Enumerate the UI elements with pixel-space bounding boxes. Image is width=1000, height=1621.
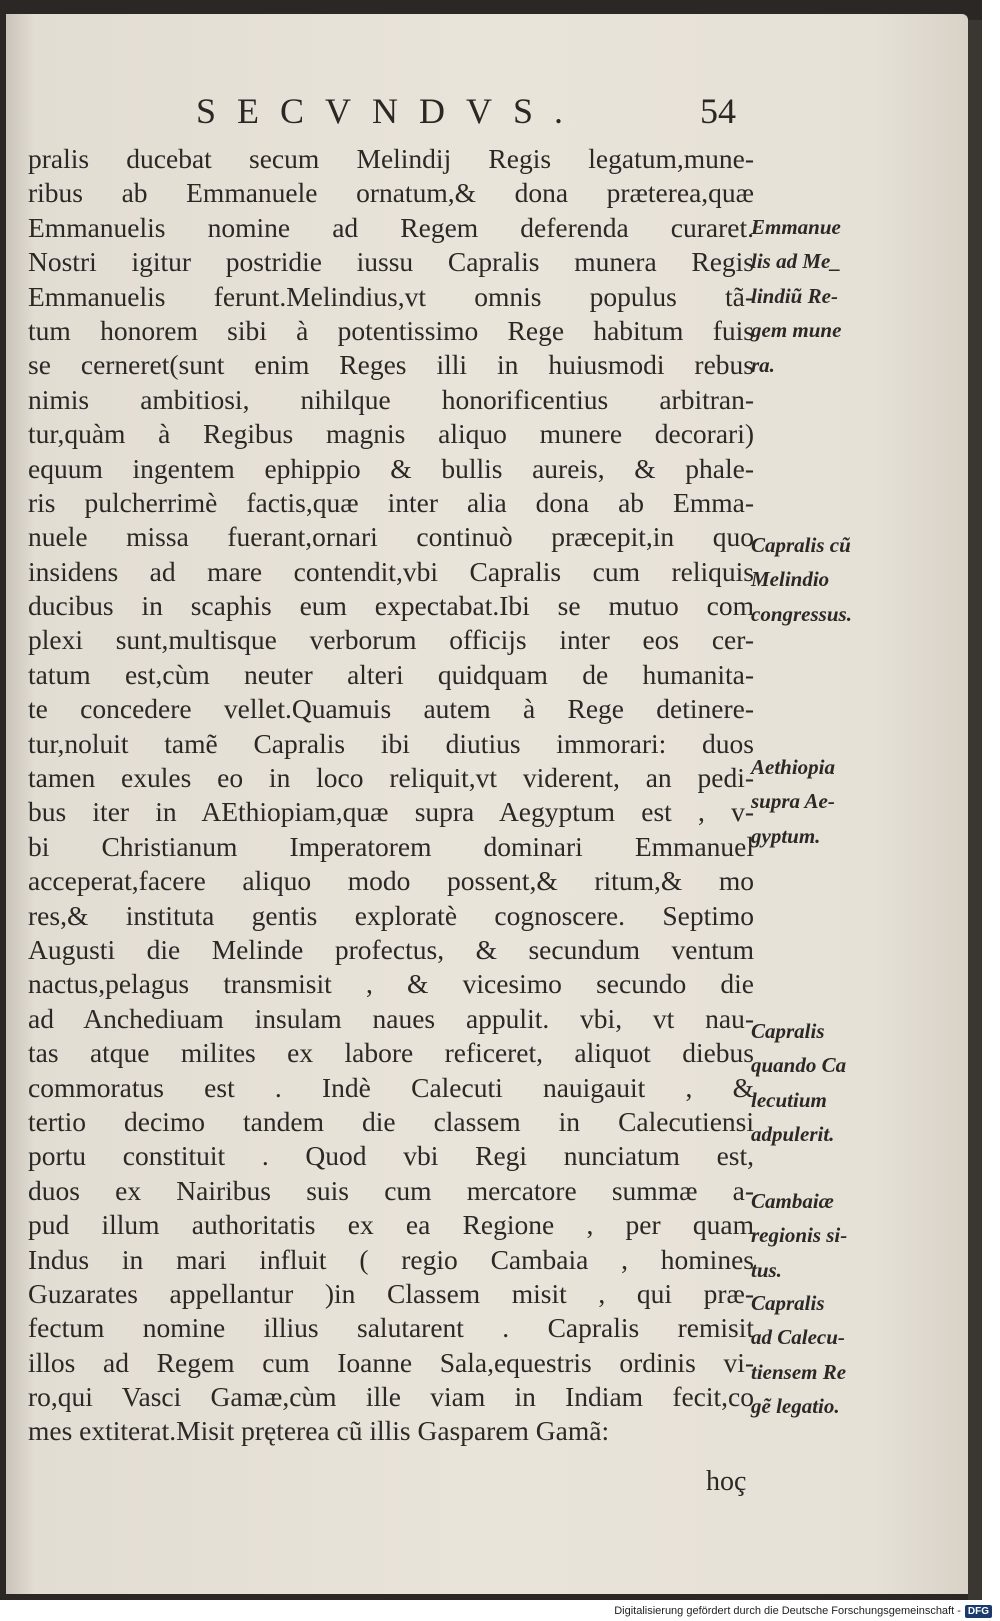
footer: [614, 1602, 992, 1620]
marginal-note: [751, 1184, 891, 1287]
text-line: tamen exules eo in loco reliquit,vt viderent, an pedi-: [28, 762, 754, 794]
text-line: tas atque milites ex labore reficeret, aliquot diebus: [28, 1037, 754, 1069]
text-line: bi Christianum Imperatorem dominari Emmanuel: [28, 830, 754, 862]
text-line: nimis ambitiosi, nihilque honorificentius arbitran-: [28, 383, 754, 415]
marginal-note-line: quando Ca: [751, 1053, 847, 1078]
marginal-note-line: Capralis: [751, 1291, 825, 1315]
text-line: mes extiterat.Misit pręterea cũ illis Gasparem Gamã:: [28, 1415, 610, 1447]
text-line: nuele missa fuerant,ornari continuò præcepit,in quo: [28, 521, 754, 553]
text-line: nactus,pelagus transmisit , & vicesimo secundo die: [28, 968, 754, 1000]
text-line: ribus ab Emmanuele ornatum,& dona præterea,quæ: [28, 177, 754, 209]
marginal-note-line: Capralis cũ: [751, 533, 851, 557]
marginal-note: [751, 210, 891, 382]
marginal-note-line: Melindio: [751, 567, 830, 592]
text-line: se cerneret(sunt enim Reges illi in huiusmodi rebus: [28, 349, 754, 381]
marginal-note-line: lecutium: [751, 1087, 827, 1112]
text-line: plexi sunt,multisque verborum officijs inter eos cer-: [28, 624, 754, 656]
marginal-note-line: gẽ legatio.: [751, 1394, 840, 1419]
text-line: bus iter in AEthiopiam,quæ supra Aegyptum est , v-: [28, 796, 754, 828]
marginal-note-line: Capralis: [751, 1019, 825, 1043]
marginal-note: [751, 1014, 891, 1152]
text-line: Emmanuelis ferunt.Melindius,vt omnis populus tã-: [28, 280, 754, 312]
marginal-note-line: adpulerit.: [751, 1122, 835, 1147]
text-line: res,& instituta gentis exploratè cognoscere. Septimo: [28, 899, 754, 931]
marginal-note-line: tiensem Re: [751, 1359, 847, 1384]
text-line: duos ex Nairibus suis cum mercatore summæ a-: [28, 1174, 754, 1206]
text-line: ro,qui Vasci Gamæ,cùm ille viam in Indiam fecit,co: [28, 1381, 754, 1413]
marginal-note-line: lindiũ Re-: [751, 283, 838, 308]
text-line: portu constituit . Quod vbi Regi nunciatum est,: [28, 1140, 754, 1172]
text-line: insidens ad mare contendit,vbi Capralis cum reliquis: [28, 555, 754, 587]
scan-edge: [968, 20, 982, 1600]
marginal-note-line: regionis si-: [751, 1223, 848, 1248]
text-line: tur,quàm à Regibus magnis aliquo munere decorari): [28, 418, 754, 450]
text-line: Emmanuelis nomine ad Regem deferenda curaret.: [28, 211, 754, 243]
text-line: tatum est,cùm neuter alteri quidquam de humanita-: [28, 658, 754, 690]
marginal-note-line: ra.: [751, 352, 775, 377]
text-line: equum ingentem ephippio & bullis aureis, & phale-: [28, 452, 754, 484]
dfg-logo: DFG: [965, 1605, 992, 1618]
marginal-note-line: gyptum.: [751, 823, 821, 848]
text-line: Augusti die Melinde profectus, & secundum ventum: [28, 933, 754, 965]
marginal-note-line: tus.: [751, 1257, 782, 1282]
text-line: Nostri igitur postridie iussu Capralis munera Regis: [28, 246, 754, 278]
text-line: ducibus in scaphis eum expectabat.Ibi se mutuo com: [28, 590, 754, 622]
text-line: commoratus est . Indè Calecuti nauigauit , &: [28, 1071, 754, 1103]
text-line: pud illum authoritatis ex ea Regione , per quam: [28, 1209, 754, 1241]
catchword: hoç: [706, 1466, 747, 1497]
marginal-note-line: lis ad Me_: [751, 249, 841, 274]
text-line: pralis ducebat secum Melindij Regis legatum,mune-: [28, 143, 754, 174]
text-line: illos ad Regem cum Ioanne Sala,equestris ordinis vi-: [28, 1346, 754, 1378]
marginal-note-line: Aethiopia: [751, 755, 836, 779]
body-text: [28, 142, 754, 1449]
page-number: 54: [700, 91, 736, 131]
marginal-note-line: congressus.: [751, 601, 852, 626]
running-title: SECVNDVS.: [196, 91, 585, 131]
text-line: tum honorem sibi à potentissimo Rege habitum fuis: [28, 314, 754, 346]
text-line: Indus in mari influit ( regio Cambaia , homines: [28, 1243, 754, 1275]
marginal-note-line: Cambaiæ: [751, 1189, 834, 1213]
marginal-note-line: ad Calecu-: [751, 1325, 845, 1350]
marginal-note: [751, 750, 891, 853]
text-line: tur,noluit tamẽ Capralis ibi diutius immorari: duos: [28, 727, 754, 759]
running-head: [196, 90, 736, 140]
marginal-note: [751, 528, 891, 631]
text-line: ris pulcherrimè factis,quæ inter alia dona ab Emma-: [28, 486, 754, 518]
text-line: tertio decimo tandem die classem in Calecutiensi: [28, 1105, 754, 1137]
text-line: ad Anchediuam insulam naues appulit. vbi, vt nau-: [28, 1002, 754, 1034]
marginal-note-line: gem mune: [751, 318, 842, 343]
marginal-note-line: Emmanue: [751, 215, 841, 239]
text-line: te concedere vellet.Quamuis autem à Rege detinere-: [28, 693, 754, 725]
book-page: [6, 14, 968, 1594]
text-line: acceperat,facere aliquo modo possent,& ritum,& mo: [28, 865, 754, 897]
text-line: Guzarates appellantur )in Classem misit , qui præ-: [28, 1277, 754, 1309]
marginal-note-line: supra Ae-: [751, 789, 835, 814]
text-line: fectum nomine illius salutarent . Capralis remisit: [28, 1312, 754, 1344]
marginal-note: [751, 1286, 891, 1424]
footer-text: Digitalisierung gefördert durch die Deutsche Forschungsgemeinschaft -: [614, 1605, 961, 1617]
